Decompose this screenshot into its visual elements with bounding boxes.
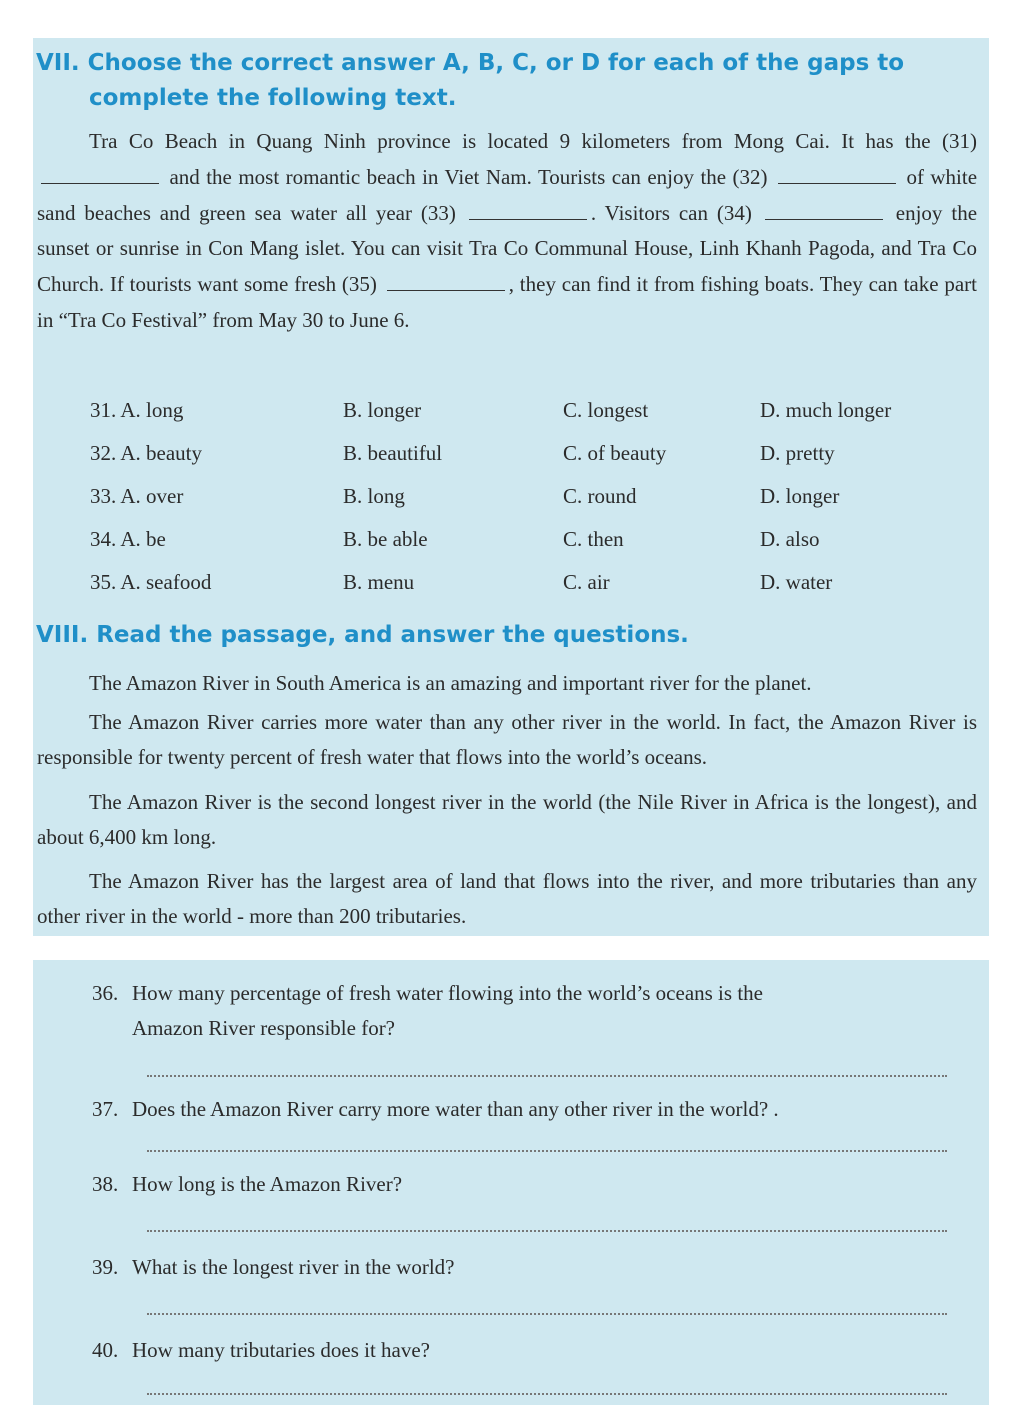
option-31-a[interactable]: 31. A. long — [90, 398, 184, 422]
amazon-paragraph-1-text: The Amazon River in South America is an amazing and important river for the planet. — [89, 671, 812, 695]
question-37 — [92, 1092, 972, 1127]
question-36-text-line2: Amazon River responsible for? — [132, 1016, 396, 1040]
question-36-text: How many percentage of fresh water flowing into the world’s oceans is the — [132, 981, 763, 1005]
gap-34[interactable] — [765, 218, 883, 220]
question-37-text: Does the Amazon River carry more water than any other river in the world? . — [132, 1097, 779, 1121]
option-32-a[interactable]: 32. A. beauty — [90, 441, 202, 465]
section-vii-heading-line2: complete the following text. — [89, 85, 457, 111]
amazon-paragraph-4 — [37, 864, 977, 934]
option-31-d[interactable]: D. much longer — [760, 398, 892, 422]
passage-text-5: enjoy the sunset or sunrise in Con Mang islet. You can visit Tra Co Communal House, Linh Khanh Pagoda, and Tra Co Church. If tourists want some fresh (35) — [37, 200, 978, 297]
gap-33[interactable] — [469, 218, 587, 220]
answer-line-37[interactable] — [147, 1150, 947, 1152]
tra-co-passage — [37, 124, 977, 339]
question-39 — [92, 1250, 972, 1285]
amazon-paragraph-3-text: The Amazon River is the second longest river in the world (the Nile River in Africa is the longest), and about 6,400 km long. — [37, 790, 977, 849]
option-34-d[interactable]: D. also — [760, 527, 820, 551]
answer-line-38[interactable] — [147, 1230, 947, 1232]
passage-text-2: and the most romantic beach in Viet Nam. Tourists can enjoy the (32) — [169, 164, 768, 189]
passage-text-1: Tra Co Beach in Quang Ninh province is located 9 kilometers from Mong Cai. It has the (31) — [89, 129, 977, 153]
amazon-paragraph-4-text: The Amazon River has the largest area of land that flows into the river, and more tributaries than any other river in the world - more than 200 tributaries. — [37, 869, 977, 928]
passage-text-4: . Visitors can (34) — [590, 200, 752, 225]
option-31-c[interactable]: C. longest — [563, 398, 649, 422]
option-35-a[interactable]: 35. A. seafood — [90, 570, 212, 594]
question-39-number: 39. — [92, 1255, 119, 1279]
gap-31[interactable] — [41, 182, 159, 184]
option-32-d[interactable]: D. pretty — [760, 441, 835, 465]
option-34-b[interactable]: B. be able — [343, 527, 428, 551]
gap-32[interactable] — [778, 182, 896, 184]
option-35-d[interactable]: D. water — [760, 570, 833, 594]
question-37-number: 37. — [92, 1097, 119, 1121]
question-40-number: 40. — [92, 1338, 119, 1362]
option-35-b[interactable]: B. menu — [343, 570, 415, 594]
question-38-number: 38. — [92, 1172, 119, 1196]
question-36-number: 36. — [92, 981, 119, 1005]
passage-text-3: of white sand beaches and green sea water all year (33) — [37, 164, 978, 225]
amazon-paragraph-2 — [37, 705, 977, 775]
amazon-paragraph-1 — [37, 666, 977, 701]
answer-line-40[interactable] — [147, 1393, 947, 1395]
question-40 — [92, 1333, 972, 1368]
question-38 — [92, 1167, 972, 1202]
passage-text-6: , they can find it from fishing boats. They can take part in “Tra Co Festival” from May 30 to June 6. — [37, 272, 978, 332]
option-35-c[interactable]: C. air — [563, 570, 610, 594]
answer-line-36[interactable] — [147, 1075, 947, 1077]
question-38-text: How long is the Amazon River? — [132, 1172, 403, 1196]
question-39-text: What is the longest river in the world? — [132, 1255, 455, 1279]
question-36 — [92, 976, 972, 1046]
option-32-c[interactable]: C. of beauty — [563, 441, 667, 465]
gap-35[interactable] — [387, 289, 505, 291]
section-viii-heading: VIII. Read the passage, and answer the questions. — [36, 622, 689, 648]
amazon-paragraph-3 — [37, 785, 977, 855]
option-33-a[interactable]: 33. A. over — [90, 484, 184, 508]
option-33-d[interactable]: D. longer — [760, 484, 840, 508]
answer-line-39[interactable] — [147, 1313, 947, 1315]
section-vii-heading-line1: VII. Choose the correct answer A, B, C, or D for each of the gaps to — [36, 50, 905, 76]
option-33-c[interactable]: C. round — [563, 484, 637, 508]
section-vii-heading — [36, 46, 904, 116]
option-32-b[interactable]: B. beautiful — [343, 441, 443, 465]
question-40-text: How many tributaries does it have? — [132, 1338, 430, 1362]
amazon-paragraph-2-text: The Amazon River carries more water than any other river in the world. In fact, the Amazon River is responsible for twenty percent of fresh water that flows into the world’s oceans. — [37, 710, 977, 769]
option-34-c[interactable]: C. then — [563, 527, 624, 551]
option-34-a[interactable]: 34. A. be — [90, 527, 166, 551]
option-31-b[interactable]: B. longer — [343, 398, 422, 422]
option-33-b[interactable]: B. long — [343, 484, 405, 508]
